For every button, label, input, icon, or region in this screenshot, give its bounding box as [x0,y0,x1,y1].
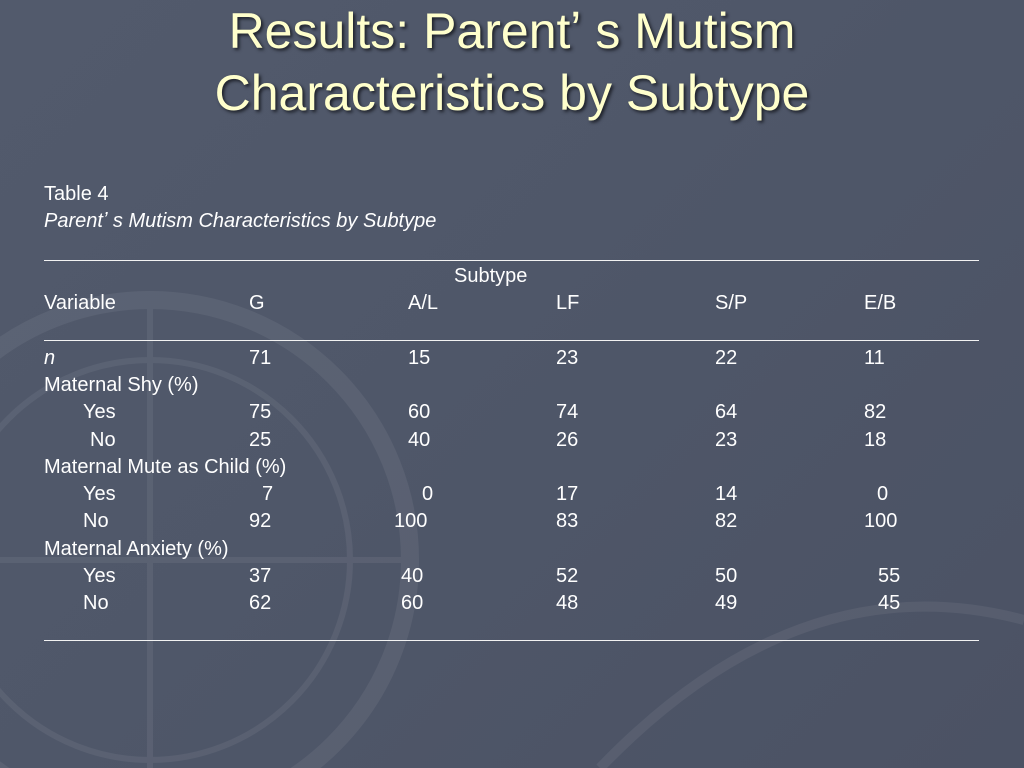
section-heading: Maternal Shy (%) [44,374,199,396]
cell: 83 [556,510,579,532]
header-lf: LF [556,292,580,314]
cell: 40 [401,565,424,587]
slide-title-line-1: Results: Parentʼ s Mutism [228,3,796,59]
slide-title-line-2: Characteristics by Subtype [214,65,810,121]
header-e-b: E/B [864,292,897,314]
row-label: n [44,347,56,369]
table-top-rule [44,260,979,261]
cell: 37 [249,565,272,587]
row-label: Yes [83,565,116,587]
cell: 49 [715,592,738,614]
cell: 26 [556,429,579,451]
header-variable: Variable [44,292,116,314]
cell: 15 [408,347,431,369]
subtype-spanner: Subtype [454,265,528,287]
cell: 82 [864,401,887,423]
cell: 71 [249,347,272,369]
row-label: Yes [83,401,116,423]
cell: 48 [556,592,579,614]
table-header-rule [44,340,979,341]
header-a-l: A/L [408,292,439,314]
header-s-p: S/P [715,292,748,314]
cell: 40 [408,429,431,451]
cell: 64 [715,401,738,423]
cell: 22 [715,347,738,369]
cell: 45 [878,592,901,614]
cell: 60 [401,592,424,614]
cell: 100 [864,510,898,532]
cell: 52 [556,565,579,587]
section-heading: Maternal Mute as Child (%) [44,456,287,478]
cell: 7 [262,483,274,505]
cell: 74 [556,401,579,423]
cell: 18 [864,429,887,451]
table-caption: Parentʼ s Mutism Characteristics by Subtype [44,210,437,232]
row-label: No [90,429,116,451]
row-label: Yes [83,483,116,505]
cell: 100 [394,510,428,532]
row-label: No [83,510,109,532]
header-g: G [249,292,265,314]
cell: 75 [249,401,272,423]
cell: 0 [877,483,889,505]
cell: 0 [422,483,434,505]
cell: 23 [715,429,738,451]
row-label: No [83,592,109,614]
cell: 92 [249,510,272,532]
cell: 25 [249,429,272,451]
cell: 14 [715,483,738,505]
table-label: Table 4 [44,183,109,205]
table-bottom-rule [44,640,979,641]
cell: 60 [408,401,431,423]
cell: 17 [556,483,579,505]
cell: 50 [715,565,738,587]
section-heading: Maternal Anxiety (%) [44,538,229,560]
cell: 55 [878,565,901,587]
slide-title [0,0,1024,124]
cell: 62 [249,592,272,614]
cell: 11 [864,347,885,369]
cell: 82 [715,510,738,532]
cell: 23 [556,347,579,369]
